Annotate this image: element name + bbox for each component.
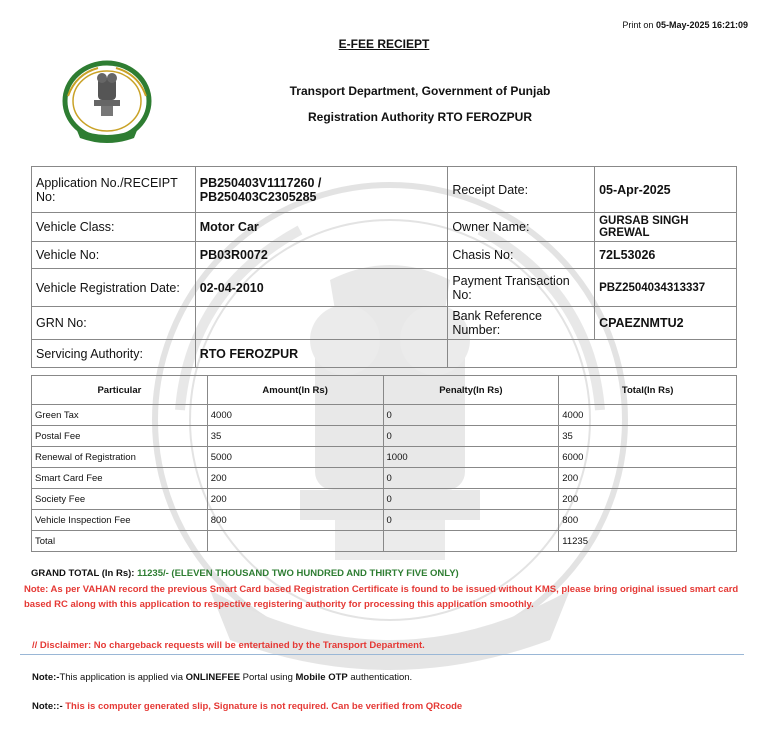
fee-total: 35 <box>559 426 737 447</box>
fee-total: 800 <box>559 510 737 531</box>
empty-cell <box>448 340 737 368</box>
fee-penalty: 0 <box>383 468 559 489</box>
fee-particular: Society Fee <box>32 489 208 510</box>
divider <box>20 654 744 655</box>
fee-amount: 5000 <box>207 447 383 468</box>
owner-name-value: GURSAB SINGH GREWAL <box>595 213 737 242</box>
punjab-emblem-logo <box>54 56 160 150</box>
fee-penalty: 0 <box>383 510 559 531</box>
signature-note: Note::- This is computer generated slip, Signature is not required. Can be verified from QRcode <box>32 701 463 712</box>
disclaimer: // Disclaimer: No chargeback requests will be entertained by the Transport Department. <box>32 640 425 651</box>
vehicle-no-value: PB03R0072 <box>195 242 448 269</box>
fee-particular: Postal Fee <box>32 426 208 447</box>
bank-reference-value: CPAEZNMTU2 <box>595 307 737 340</box>
grand-total-label: GRAND TOTAL (In Rs): <box>31 568 135 579</box>
fee-particular: Green Tax <box>32 405 208 426</box>
fee-table-header <box>32 376 737 405</box>
vehicle-no-label: Vehicle No: <box>32 242 196 269</box>
print-label: Print on <box>622 20 654 30</box>
owner-name-label: Owner Name: <box>448 213 595 242</box>
header-particular: Particular <box>32 376 208 405</box>
total-label: Total <box>32 531 208 552</box>
chasis-no-value: 72L53026 <box>595 242 737 269</box>
table-row <box>32 447 737 468</box>
fee-penalty: 1000 <box>383 447 559 468</box>
table-row <box>32 510 737 531</box>
department-name: Transport Department, Government of Punjab <box>289 84 551 98</box>
fee-particular: Smart Card Fee <box>32 468 208 489</box>
grn-no-label: GRN No: <box>32 307 196 340</box>
fee-amount: 200 <box>207 489 383 510</box>
total-value: 11235 <box>559 531 737 552</box>
registration-date-label: Vehicle Registration Date: <box>32 269 196 307</box>
print-datetime: 05-May-2025 16:21:09 <box>655 20 748 30</box>
fee-penalty: 0 <box>383 426 559 447</box>
fee-amount: 4000 <box>207 405 383 426</box>
total-row <box>32 531 737 552</box>
fee-amount: 800 <box>207 510 383 531</box>
receipt-date-value: 05-Apr-2025 <box>595 167 737 213</box>
payment-transaction-value: PBZ2504034313337 <box>595 269 737 307</box>
table-row <box>32 489 737 510</box>
fee-amount: 35 <box>207 426 383 447</box>
chasis-no-label: Chasis No: <box>448 242 595 269</box>
fee-penalty: 0 <box>383 489 559 510</box>
vehicle-info-table <box>31 166 737 368</box>
portal-note: Note:-This application is applied via ONLINEFEE Portal using Mobile OTP authentication. <box>32 672 413 683</box>
fee-particular: Renewal of Registration <box>32 447 208 468</box>
grn-no-value <box>195 307 448 340</box>
application-no-label: Application No./RECEIPT No: <box>32 167 196 213</box>
registration-date-value: 02-04-2010 <box>195 269 448 307</box>
receipt-date-label: Receipt Date: <box>448 167 595 213</box>
vehicle-class-value: Motor Car <box>195 213 448 242</box>
fee-total: 4000 <box>559 405 737 426</box>
vehicle-class-label: Vehicle Class: <box>32 213 196 242</box>
grand-total <box>31 568 459 579</box>
payment-transaction-label: Payment Transaction No: <box>448 269 595 307</box>
header-total: Total(In Rs) <box>559 376 737 405</box>
fee-particular: Vehicle Inspection Fee <box>32 510 208 531</box>
servicing-authority-value: RTO FEROZPUR <box>195 340 448 368</box>
grand-total-value: 11235/- (ELEVEN THOUSAND TWO HUNDRED AND THIRTY FIVE ONLY) <box>137 568 459 579</box>
fee-total: 200 <box>559 489 737 510</box>
fee-penalty: 0 <box>383 405 559 426</box>
servicing-authority-label: Servicing Authority: <box>32 340 196 368</box>
fee-amount: 200 <box>207 468 383 489</box>
bank-reference-label: Bank Reference Number: <box>448 307 595 340</box>
fee-total: 200 <box>559 468 737 489</box>
header-penalty: Penalty(In Rs) <box>383 376 559 405</box>
registration-authority: Registration Authority RTO FEROZPUR <box>307 110 532 124</box>
kms-note: Note: As per VAHAN record the previous Smart Card based Registration Certificate is found to be issued without KMS, please bring original issued smart card based RC along with this application to respective registering authority for processing this application smoothly. <box>24 584 739 610</box>
page-title: E-FEE RECIEPT <box>338 37 430 51</box>
table-row <box>32 468 737 489</box>
fee-total: 6000 <box>559 447 737 468</box>
print-timestamp <box>622 20 748 30</box>
header-amount: Amount(In Rs) <box>207 376 383 405</box>
fee-table <box>31 375 737 552</box>
application-no-value: PB250403V1117260 / PB250403C2305285 <box>195 167 448 213</box>
table-row <box>32 405 737 426</box>
table-row <box>32 426 737 447</box>
